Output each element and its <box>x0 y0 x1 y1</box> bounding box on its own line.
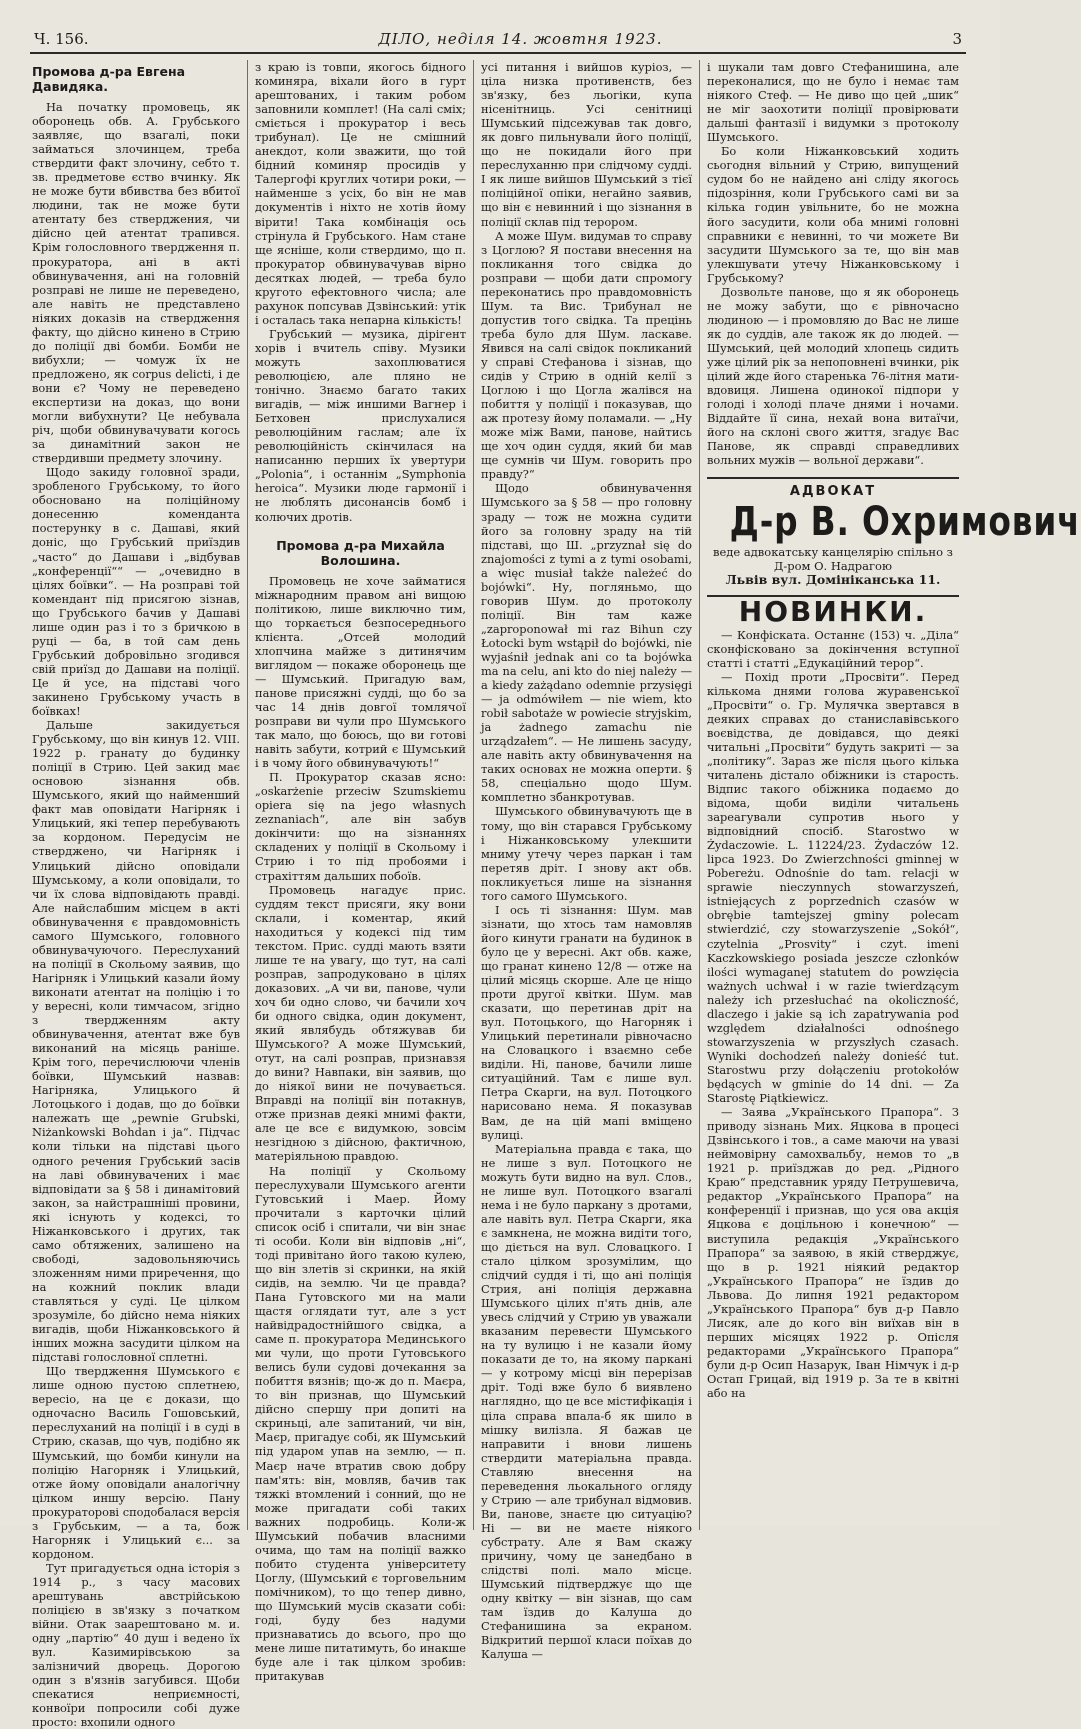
news-item: — Заява „Українського Прапора“. З приводу зізнань Мих. Яцкова в процесі Дзвінського і тов., а саме маючи на увазі неймовірну самохвальбу, немов то „в 1921 р. приїзджав до ред. „Рідного Краю“ представник уряду Петрушевича, редактор „Українського Прапора“ на конференції і признав, що уся ова акція Яцкова є доцільною і конечною“ — виступила редакція „Українського Прапора“ за заявою, в якій стверджує, що в р. 1921 ніякий редактор „Українського Прапора“ не їздив до Львова. До липня 1921 редактором „Українського Прапора“ був д-р Павло Лисяк, але до кого він виїхав він в перших місяцях 1922 р. Опісля редакторами „Українського Прапора“ були д-р Осип Назарук, Іван Німчук і д-р Остап Грицай, від 1919 р. За те в квітні або на <box>707 1105 959 1401</box>
news-item: — Конфіската. Останнє (153) ч. „Діла“ сконфісковано за докінчення вступної статті і статті „Едукаційний терор“. <box>707 627 959 670</box>
paragraph: А може Шум. видумав то справу з Цоглою? Я постави внесення на покликання того свідка до розправи — щоби дати спромогу переконатись про правдомовність Шум. та Вис. Трибунал не допустив того свідка. Та прецінь треба було для Шум. ласкаве. Явився на салі свідок покликаний у справі Стефанова і зізнав, що сидів у Стрию в одній келії з Цоглою і що Цогла жалівся на побиття у поліції і показував, що аж протезу йому поламали. — „Ну може між Вами, панове, найтись ще хоч один суддя, який би мав ще сумнів чи Шум. говорить про правду?“ <box>481 228 692 482</box>
article-columns <box>30 60 1081 1729</box>
paragraph: Грубський — музика, дірігент хорів і вчитель співу. Музики можуть захоплюватися революцією, але пляно не тонічно. Знаємо багато таких вигадів, — між иншими Вагнер і Бетховен прислухалися революційним гаслам; але їх революційність скінчилася на написанню перших їх увертури „Polonia“, і останнім „Symphonia heroica“. Музики люде гармонії і не люблять дисонансів бомб і колючих дротів. <box>255 326 466 524</box>
column-4 <box>700 60 1081 1530</box>
ad-kicker: АДВОКАТ <box>789 484 877 500</box>
paragraph: П. Прокуратор сказав ясно: „oskarżenie przeciw Szumskiemu opiera się na jego własnych zeznaniach“, але він забув докінчити: що на зізнаннях складених у поліції в Скольому і Стрию і то під пробоями і страхіттям дальших побоїв. <box>255 770 466 883</box>
paragraph: з краю із товпи, якогось бідного коминяра, віхали його в гурт арештованих, і таким робом заповнили комплет! (На салі сміх; сміється і прокуратор і весь трибунал). Це не смішний анекдот, коли зважити, що той бідний коминяр просидів у Талергофі круглих чотири роки, — найменше з усіх, бо він не мав документів і ніхто не хотів йому вірити! Така комбінація ось стрінула й Грубського. Нам стане ще ясніше, коли ствердимо, що п. прокуратор обвинувачував вірно десятках людей, — треба було кругото ефектовного числа; але рахунок попсував Дзвінський: утік і осталась така непарна кількість! <box>255 60 466 327</box>
paragraph: Щодо обвинувачення Шумського за § 58 — про головну зраду — тож не можна судити його за головну зраду на тій підставі, що Ш. „przyznał się do znajomości z tymi a z tymi osobami, a więc musiał także należeć do bojówki“. Ну, погляньмо, що говорив Шум. до протоколу поліції. Він там каже „zaproponował mi raz Bihun czy Łotocki bym wstąpił do bojówki, nie wyjaśnił jednak ani co ta bojówka ma na celu, ani kto do niej należy — a kiedy zażądano odemnie przysięgi — ja odmówiłem — nie wiem, kto robił sabotaże w powiecie stryjskim, ja żadnego zamachu nie urządzałem“. — Не лишень засуду, але навіть акту обвинувачення на таких основах не можна оперти. § 58, спеціально щодо Шум. комплетно збанкротував. <box>481 481 692 805</box>
newspaper-title-date: ДІЛО, неділя 14. жовтня 1923. <box>378 30 663 48</box>
news-section-heading: НОВИНКИ. <box>738 595 928 629</box>
column-1 <box>30 60 248 1729</box>
paragraph: Тут пригадується одна історія з 1914 р., з часу масових арештувань австрійською поліцією в зв'язку з початком війни. Отак заарештовано м. и. одну „партію“ 40 душ і ведено їх вул. Казимирівською за залізничий дворець. Дорогою один з в'язнів загубився. Щоби спекатися неприємності, конвоїри попросили собі дуже просто: вхопили одного <box>32 1560 240 1729</box>
page-number: 3 <box>952 30 962 48</box>
paragraph: Дальше закидується Грубському, що він кинув 12. VIII. 1922 р. гранату до будинку поліції в Стрию. Цей закид має основою зізнання обв. Шумського, який що найменший факт мав оповідати Нагірняк і Улицький, які тепер перебувають за кордоном. Передусім не стверджено, чи Нагірняк і Улицький дійсно оповідали Шумському, а коли оповідали, то чи їх слова відповідають правді. Але найслабшим місцем в акті обвинувачення є правдомовність самого Шумського, головного обвинувачуючого. Переслуханий на поліції в Скольому заявив, що Нагірняк і Улицький казали йому виконати атентат на поліцію і то у вересні, коли тимчасом, згідно з твердженням акту обвинувачення, атентат вже був виконаний на місяць раніше. Крім того, перечислюючи членів боївки, Шумський назвав: Нагірняка, Улицького й Лотоцького і додав, що до боївки належать ще „pewnie Grubski, Niżankowski Bohdan і ja“. Підчас коли тільки на підставі цього одного речения Грубський засів на лаві обвинувачених і має відповідати за § 58 і динамітовий закон, за найстрашніші провини, які існують у кодексі, то Ніжанковського і других, так само обтяжених, залишено на свободі, задовольняючись зложенням ними приречення, що на кожний поклик влади ставляться у суді. Це цілком зрозуміле, бо дійсно нема ніяких вигадів, щоби Ніжанковського й інших можна засудити цілком на підставі голословної сплетні. <box>32 718 240 1365</box>
paragraph: і шукали там довго Стефанишина, але переконалися, що не було і немає там ніякого Стеф. — Не диво що цей „шик“ не міг заохотити поліції провірювати дальші фантазії і видумки з протоколу Шумського. <box>707 60 959 145</box>
page-header <box>30 28 966 54</box>
column-2 <box>248 60 474 1684</box>
speech-heading-davydiak: Промова д-ра Евгена Давидяка. <box>32 64 186 94</box>
paragraph: На поліції у Скольому переслухували Шумського агенти Гутовський і Маер. Йому прочитали з карточки цілий список осіб і спитали, чи він знає ті особи. Коли він відповів „ні“, тоді привітано його такою кулею, що він злетів зі скринки, на якій сидів, на землю. Чи це правда? Пана Гутовского ми на мали щастя оглядати тут, але з уст найвідрадостнійшого свідка, а саме п. прокураторa Мединського ми чули, що проти Гутовського велись були судові дочекання за побиття вязнів; що-ж до п. Маєра, то він признав, що Шумський дійсно спершу при допиті на скриньці, але запитаний, чи він, Маєр, пригадує собі, як Шумський під ударом упав на землю, — п. Маєр наче втратив свою добру пам'ять: він, мовляв, бачив так тяжкі втомлений і сонний, що не може пригадати собі таких важних подробиць. Коли-ж Шумський побачив власними очима, що там на поліції важко побито студента університету Цоглу, (Шумський є торговельним помічником), то що тепер дивно, що Шумський мусів сказати собі: годі, буду без надуми признаватись до всього, про що мене лише питатимуть, бо инакше буде але і так цілком зробив: притакував <box>255 1163 466 1684</box>
paragraph: Промовець нагадує прис. суддям текст присяги, яку вони склали, і коментар, який находиться у кодексі під тим текстом. Прис. судді мають взяти лише те на увагу, що тут, на салі розправ, запродуковано в цілях доказових. „А чи ви, панове, чули хоч би одно слово, чи бачили хоч би одного свідка, один документ, який являбудь обтяжував би Шумського? А може Шумський, отут, на салі розправ, признавзя до вини? Навпаки, він заявив, що до ніякої вини не почувається. Вправді на поліції він потакнув, отже признав деякі мнимі факти, але це все є видумкою, зовсім незгідною з дійсною, фактичною, матеріяльною правдою. <box>255 882 466 1164</box>
paragraph: Що твердження Шумського є лише одною пустою сплетнею, вересіо, на це є докази, що одночасно Василь Гошовський, переслуханий на поліції і в суді в Стрию, сказав, що чув, подібно як Шумський, що бомби кинули на поліцію Нагорняк і Улицький, отже йому оповідали аналогічну цілком иншу версію. Пану прокураторові сподобалася версія з Грубським, — а та, бож Нагорняк і Улицький є... за кордоном. <box>32 1364 240 1561</box>
paragraph: І ось ті зізнання: Шум. мав зізнати, що хтось там намовляв його кинути гранати на будинок в було це у вересні. Акт обв. каже, що гранат кинено 12/8 — отже на цілий місяць скорше. Але це ніщо проти другої квітки. Шум. мав сказати, що перетинав дріт на вул. Потоцького, що Нагорняк і Улицький перетинали рівночасно на Словацкого і взаємно себе виділи. Ні, панове, бачили лише ситуаційний. Там є лише вул. Петра Скарги, на вул. Потоцкого нарисовано нема. Я показував Вам, де на цій мапі вміщено вулиці. <box>481 902 692 1142</box>
ad-description: веде адвокатську канцелярію спільно з Д-ром О. Надрагою <box>713 545 953 574</box>
paragraph: усі питання і вийшов куріоз, — ціла низка противенств, без зв'язку, без льогіки, купа нісенітниць. Усі сенітниці Шумський підсежував так довго, як довго пильнували його поліції, що не покидали його при переслуханню при слідчому судді. І як лише вийшов Шумський з тієї поліційної опіки, негайно заявив, що він є невинний і що зізнання в поліції склав під терором. <box>481 60 692 229</box>
paragraph: Матеріальна правда є така, що не лише з вул. Потоцкого не можуть бути видно на вул. Слов., не лише вул. Потоцкого взагалі нема і не було паркану з дротами, але навіть вул. Петра Скарги, яка є замкнена, не можна видіти того, що діється на вул. Словацкого. І стало цілком зрозумілим, що слідчий суддя і ті, що ані поліція Стрия, ані поліція державна Шумського цілих п'ять днів, але увесь слідчий у Стрию ув уважали вказаним перевести Шумського на ту вулицю і не казали йому показати де то, на якому паркані — у котрому місці він перерізав дріт. Тоді вже було б виявлено наглядно, що це все містифікація і ціла справа впала-б як шило в мішку вилізла. Я бажав це направити і внови лишень ствердити матеріальна правда. Ставляю внесення на переведення льокального огляду у Стрию — але трибунал відмовив. Ви, панове, знаєте цю ситуацію? Ні — ви не маєте ніякого субстрату. Але я Вам скажу причину, чому це занедбано в слідстві полі. мало місце. Шумський підтверджує що ще одну квітку — він зізнав, що сам там їздив до Калуша до Стефанишина за екраном. Відкритий першої класи поїхав до Калуша — <box>481 1141 692 1662</box>
paragraph: Шумського обвинувачують ще в тому, що він старався Грубському і Ніжанковському улекшити мниму утечу через паркан і там перетяв дріт. І знову акт обв. покликується лише на зізнання того самого Шумського. <box>481 804 692 903</box>
column-3 <box>474 60 700 1662</box>
ad-lawyer-name: Д-р В. Охримович <box>729 499 1081 546</box>
issue-number: Ч. 156. <box>34 30 89 48</box>
speech-heading-voloshyn: Промова д-ра Михайла Волошина. <box>276 537 445 568</box>
ad-address: Львів вул. Домініканська 11. <box>725 572 941 588</box>
news-item: — Похід проти „Просвіти“. Перед кількома днями голова журавенської „Просвіти“ о. Гр. Мулячка звертався в деяких справах до станиславівського воєвідства, де довідався, що деякі читальні „Просвіти“ будуть закриті — за „політику“. Зараз же після цього кілька читалень дістало обіжники із старость. Відпис такого обіжника подаємо до відома, щоби виділи читальень зареагували супротив нього у відповідний спосіб. Starostwo w Żydaczowie. L. 11224/23. Żydaczów 12. lipca 1923. Do Zwierzchności gminnej w Pobereżu. Odnośnie do tam. relacji w sprawie nieczynnych stowarzyszeń, istniejących z poprzednich czasów w obrębie tamtejszej gminy polecam stwierdzić, czy stowarzyszenie „Sokół“, czytelnia „Prosvity“ i czyt. imeni Kaczkowskiego posiada jeszcze członków ilości wymaganej statutem do powzięcia ważnych uchwał i w razie twierdzącym należy ich przesłuchać na okoliczność, dlaczego i jakie są ich zapatrywania pod względem działalności odnośnego stowarzyszenia w przyszłych czasach. Wyniki dochodzeń należy donieść tut. Starostwu przy dołączeniu protokołów będących w gminie do 14 dni. — Za Starostę Piątkiewicz. <box>707 669 959 1106</box>
paragraph: На початку промовець, як оборонець обв. А. Грубського заявляє, що взагалі, поки займаться злочинцем, треба ствердити факт злочину, себто т. зв. предметове єство вчинку. Як не може бути вбивства без вбитої людини, так не може бути атентату без стверджения, чи дійсно цей атентат трапився. Крім голословного твердження п. прокуратора, ані в акті обвинувачення, ані на головній розправі не лише не переведено, але навіть не представлено ніяких доказів на ствердження факту, що дійсно кинено в Стрию до поліції дві бомби. Бомби не вибухли; — чомуж їх не предложено, як corpus delicti, і де вони є? Чому не переведено експертизи на доказ, що вони могли вибухнути? Це небувала річ, щоби обвинувачувати когось за динамітний закон не ствердивши предмету злочину. <box>32 100 240 466</box>
paragraph: Бо коли Ніжанковський ходить сьогодня вільний у Стрию, випущений судом бо не найдено ані сліду якогось підозріння, коли Грубського самі ви за кілька годин увільните, бо не можна його засудити, коли оба мнимі головні справники є невинні, то чи можете Ви засудити Шумського за те, що він мав улекшувати утечу Ніжанковському і Грубському? <box>707 144 959 285</box>
paragraph: Промовець не хоче займатися міжнародним правом ані вищою політикою, лише виключно тим, що торкається безпосереднього клієнта. „Отсей молодий хлопчина майже з дитинячим виглядом — покаже оборонець ще — Шумський. Пригадую вам, панове присяжні судді, що бо за час 14 днів довгої томлячої розправи ви чули про Шумського так мало, що боюсь, що ви готові навіть забути, котрий є Шумський і в чому його обвинувачують!“ <box>255 573 466 771</box>
lawyer-advertisement <box>707 477 1081 597</box>
paragraph: Дозвольте панове, що я як оборонець не можу забути, що є рівночасно людиною — і промовляю до Вас не лише як до суддів, але також як до людей. — Шумський, цей молодий хлопець сидить уже цілий рік за непоповнені вчинки, рік цілий жде його старенька 76-літня мати-вдовиця. Лишена одинокої підпори у голоді і холоді плаче днями і ночами. Віддайте її сина, нехай вона витаїчи, його на склоні свого життя, згадує Вас Панове, як справді справедливих вольних мужів — вольної держави“. <box>707 284 959 468</box>
paragraph: Щодо закиду головної зради, зробленого Грубському, то його обосновано на поліційному донесенню коменданта постерунку в с. Дашаві, який доніс, що Грубський приїздив „часто“ до Дашави і „відбував „конференції““ — „очевидно в цілях боївки“. — На розправі той комендант під присягою зізнав, що Грубського бачив у Дашаві лише один раз і то з бричкою в руці — ба, в той сам день Грубський добровільно згодився свій приїзд до Дашави на поліції. Це й усе, на підставі чого закинено Грубському участь в боївках! <box>32 465 240 719</box>
